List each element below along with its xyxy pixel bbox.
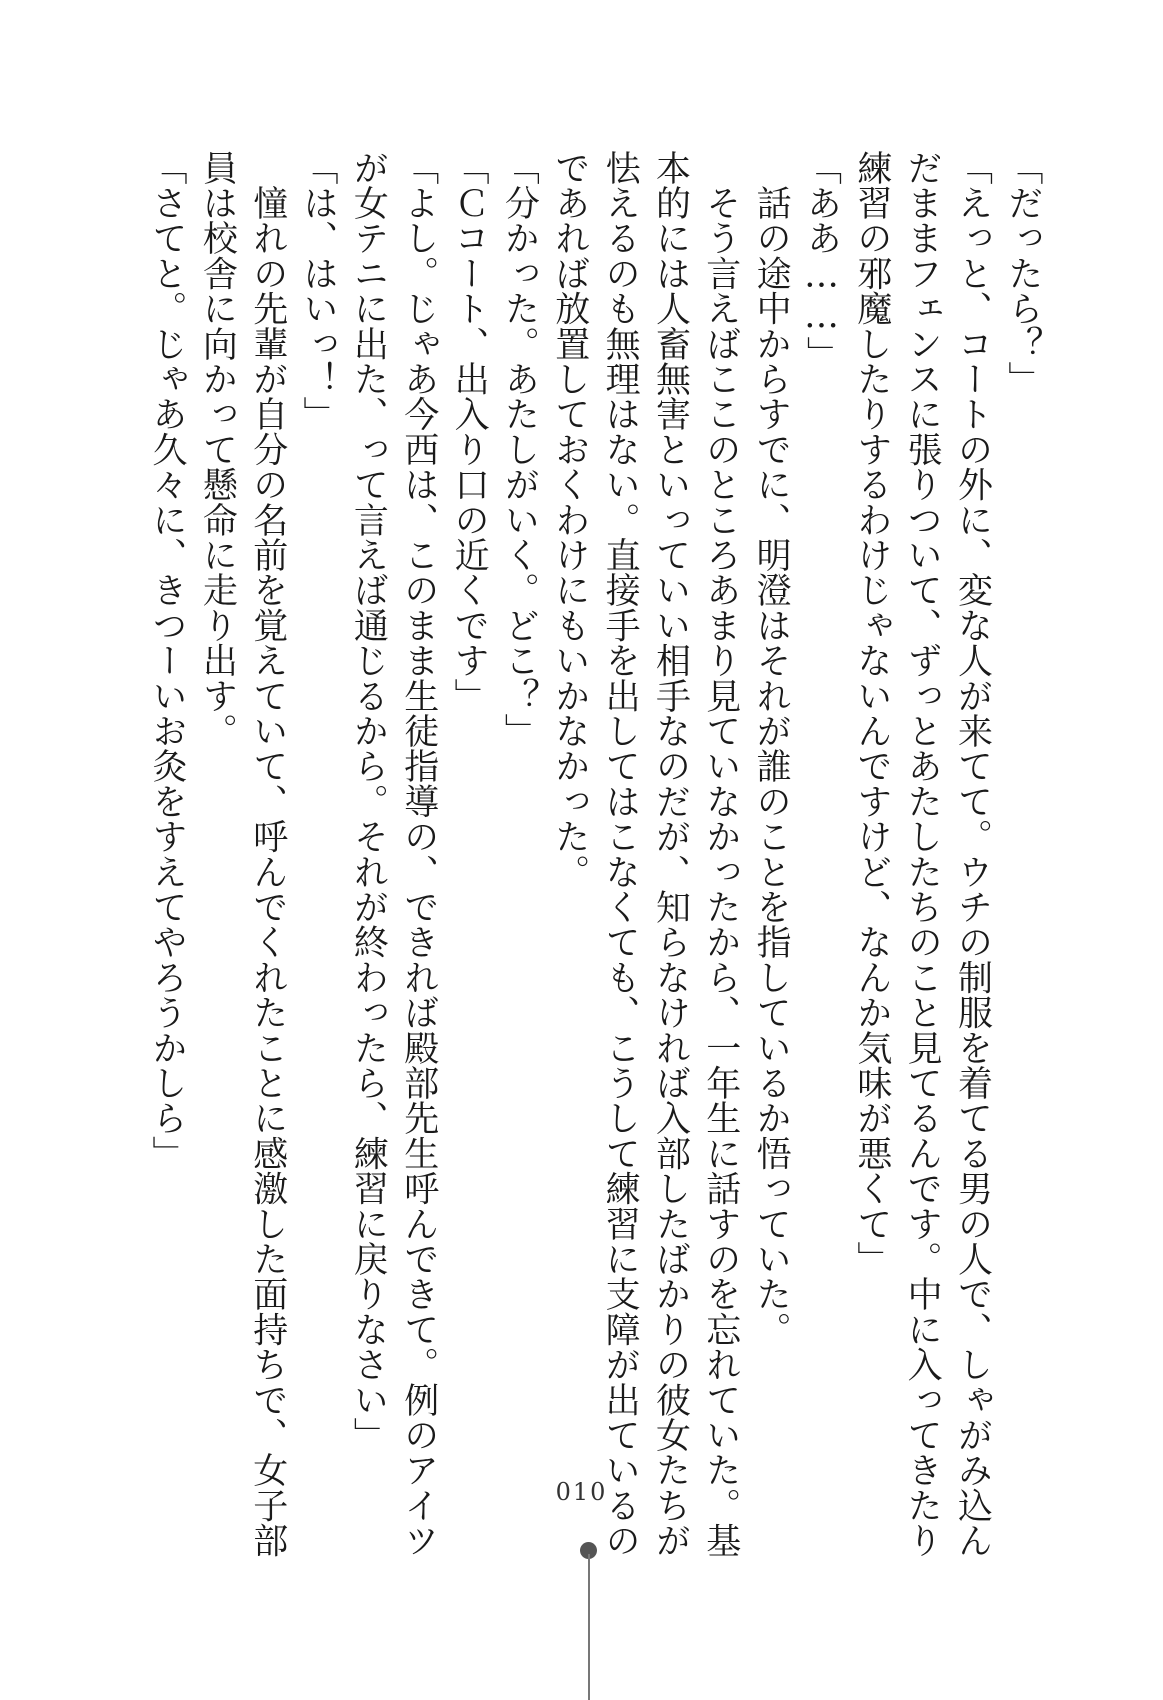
bookmark-thread	[580, 1542, 598, 1700]
text-line: 憧れの先輩が自分の名前を覚えていて、呼んでくれたことに感激した面持ちで、女子部	[247, 150, 288, 1558]
text-line: 「だったら？」	[1002, 150, 1043, 397]
text-line: 「ああ……」	[801, 150, 842, 372]
text-line: 練習の邪魔したりするわけじゃないんですけど、なんか気味が悪くて」	[851, 150, 892, 1277]
text-line: 本的には人畜無害といっていい相手なのだが、知らなければ入部したばかりの彼女たちが	[650, 150, 691, 1558]
text-line: 「Ｃコート、出入り口の近くです」	[449, 150, 490, 714]
text-line: 話の途中からすでに、明澄はそれが誰のことを指しているか悟っていた。	[751, 150, 792, 1347]
thread-line	[588, 1554, 590, 1700]
page-number: 010	[555, 1478, 608, 1506]
text-line: 「さてと。じゃあ久々に、きつーいお灸をすえてやろうかしら」	[147, 150, 187, 1171]
text-line: 「えっと、コートの外に、変な人が来てて。ウチの制服を着てる男の人で、しゃがみ込ん	[952, 150, 993, 1558]
text-line: だままフェンスに張りついて、ずっとあたしたちのこと見てるんです。中に入ってきたり	[902, 150, 943, 1558]
text-line: であれば放置しておくわけにもいかなかった。	[549, 150, 590, 890]
text-line: 「分かった。あたしがいく。どこ？」	[499, 150, 540, 749]
text-line: 怯えるのも無理はない。直接手を出してはこなくても、こうして練習に支障が出ているの	[600, 150, 641, 1558]
text-line: 「よし。じゃあ今西は、このまま生徒指導の、できれば殿部先生呼んできて。例のアイツ	[398, 150, 439, 1558]
text-line: が女テニに出た、って言えば通じるから。それが終わったら、練習に戻りなさい」	[348, 150, 389, 1453]
text-line: 「は、はいっ！」	[298, 150, 339, 432]
text-line: そう言えばここのところあまり見ていなかったから、一年生に話すのを忘れていた。基	[700, 150, 741, 1558]
text-line: 員は校舎に向かって懸命に走り出す。	[197, 150, 238, 749]
